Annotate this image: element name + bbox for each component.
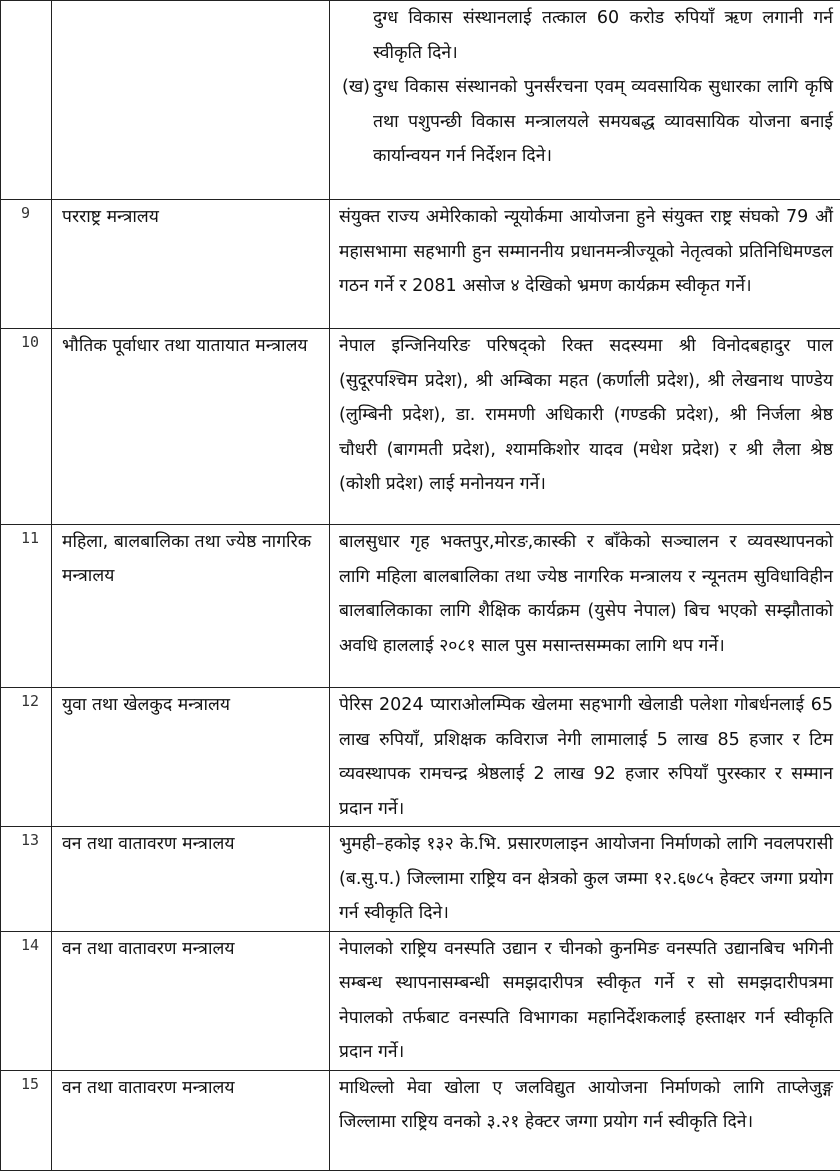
ministry-name: युवा तथा खेलकुद मन्त्रालय: [52, 688, 330, 827]
ministry-name: [52, 1, 330, 200]
decision-item-a: दुग्ध विकास संस्थानलाई तत्काल 60 करोड रुपियाँ ऋण लगानी गर्न स्वीकृति दिने।: [339, 1, 833, 70]
decision-text: भुमही–हकोइ १३२ के.भि. प्रसारणलाइन आयोजना निर्माणको लागि नवलपरासी (ब.सु.प.) जिल्लामा राष्ट्रिय वन क्षेत्रको कुल जम्मा १२.६७८५ हेक्टर जग्गा प्रयोग गर्न स्वीकृति दिने।: [330, 827, 840, 932]
decision-text: [330, 1, 840, 200]
row-number: 12: [1, 688, 52, 827]
row-number: 9: [1, 200, 52, 329]
table-row: [1, 329, 840, 525]
decision-text: बालसुधार गृह भक्तपुर,मोरङ,कास्की र बाँकेको सञ्चालन र व्यवस्थापनको लागि महिला बालबालिका तथा ज्येष्ठ नागरिक मन्त्रालय र न्यूनतम सुविधाविहीन बालबालिकाका लागि शैक्षिक कार्यक्रम (युसेप नेपाल) बिच भएको सम्झौताको अवधि हाललाई २०८१ साल पुस मसान्तसम्मका लागि थप गर्ने।: [330, 525, 840, 688]
item-body: दुग्ध विकास संस्थानको पुनर्संरचना एवम् व्यवसायिक सुधारका लागि कृषि तथा पशुपन्छी विकास मन्त्रालयले समयबद्ध व्यावसायिक योजना बनाई कार्यान्वयन गर्न निर्देशन दिने।: [342, 70, 833, 174]
ministry-name: वन तथा वातावरण मन्त्रालय: [52, 931, 330, 1070]
ministry-name: वन तथा वातावरण मन्त्रालय: [52, 1070, 330, 1170]
decision-text: पेरिस 2024 प्याराओलम्पिक खेलमा सहभागी खेलाडी पलेशा गोबर्धनलाई 65 लाख रुपियाँ, प्रशिक्षक कविराज नेगी लामालाई 5 लाख 85 हजार र टिम व्यवस्थापक रामचन्द्र श्रेष्ठलाई 2 लाख 92 हजार रुपियाँ पुरस्कार र सम्मान प्रदान गर्ने।: [330, 688, 840, 827]
table-row: [1, 200, 840, 329]
table-row: [1, 688, 840, 827]
ministry-name: वन तथा वातावरण मन्त्रालय: [52, 827, 330, 932]
decision-text: नेपालको राष्ट्रिय वनस्पति उद्यान र चीनको कुनमिङ वनस्पति उद्यानबिच भगिनी सम्बन्ध स्थापनासम्बन्धी समझदारीपत्र स्वीकृत गर्ने र सो समझदारीपत्रमा नेपालको तर्फबाट वनस्पति विभागका महानिर्देशकलाई हस्ताक्षर गर्न स्वीकृति प्रदान गर्ने।: [330, 931, 840, 1070]
row-number: 13: [1, 827, 52, 932]
table-row: [1, 931, 840, 1070]
table-row: [1, 1, 840, 200]
item-label: (ख): [342, 70, 370, 105]
ministry-name: परराष्ट्र मन्त्रालय: [52, 200, 330, 329]
decision-text: नेपाल इन्जिनियरिङ परिषद्को रिक्त सदस्यमा श्री विनोदबहादुर पाल (सुदूरपश्चिम प्रदेश), श्री अम्बिका महत (कर्णाली प्रदेश), श्री लेखनाथ पाण्डेय (लुम्बिनी प्रदेश), डा. राममणी अधिकारी (गण्डकी प्रदेश), श्री निर्जला श्रेष्ठ चौधरी (बागमती प्रदेश), श्यामकिशोर यादव (मधेश प्रदेश) र श्री लैला श्रेष्ठ (कोशी प्रदेश) लाई मनोनयन गर्ने।: [330, 329, 840, 525]
row-number: 15: [1, 1070, 52, 1170]
ministry-name: महिला, बालबालिका तथा ज्येष्ठ नागरिक मन्त्रालय: [52, 525, 330, 688]
table-row: [1, 525, 840, 688]
row-number: 14: [1, 931, 52, 1070]
row-number: 10: [1, 329, 52, 525]
row-number: [1, 1, 52, 200]
table-row: [1, 1070, 840, 1170]
table-row: [1, 827, 840, 932]
ministry-name: भौतिक पूर्वाधार तथा यातायात मन्त्रालय: [52, 329, 330, 525]
decision-item-b: [339, 70, 833, 174]
decision-text: माथिल्लो मेवा खोला ए जलविद्युत आयोजना निर्माणको लागि ताप्लेजुङ्ग जिल्लामा राष्ट्रिय वनको ३.२१ हेक्टर जग्गा प्रयोग गर्न स्वीकृति दिने।: [330, 1070, 840, 1170]
decision-text: संयुक्त राज्य अमेरिकाको न्यूयोर्कमा आयोजना हुने संयुक्त राष्ट्र संघको 79 औं महासभामा सहभागी हुन सम्माननीय प्रधानमन्त्रीज्यूको नेतृत्वको प्रतिनिधिमण्डल गठन गर्ने र 2081 असोज ४ देखिको भ्रमण कार्यक्रम स्वीकृत गर्ने।: [330, 200, 840, 329]
row-number: 11: [1, 525, 52, 688]
